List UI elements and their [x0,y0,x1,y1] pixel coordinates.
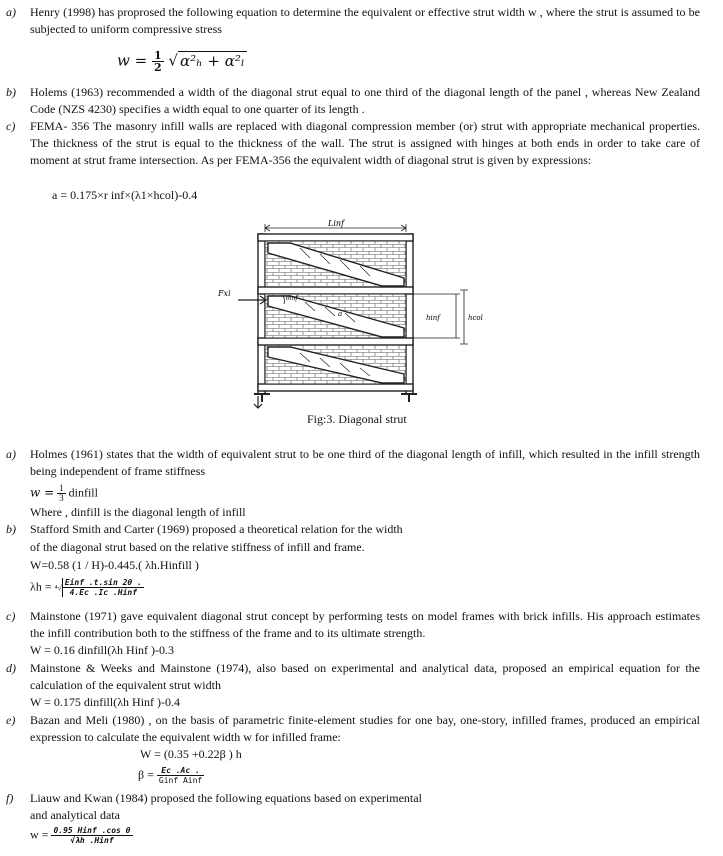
item-text: Henry (1998) has proprosed the following equation to determine the equivalent or effective strut width w , where the strut is assumed to be subjected to uniform compressive stress [30,5,700,36]
label-linf: Linf [328,219,344,228]
item-text: Bazan and Meli (1980) , on the basis of parametric finite-element studies for one bay, one-story, infilled frames, produced an empirical expression to calculate the equivalent width w for infilled frame: [30,713,700,744]
mainstone-formula: W = 0.16 dinfill(λh Hinf )-0.3 [30,643,175,657]
item-holmes [8,446,700,480]
item-text: Holems (1963) recommended a width of the diagonal strut equal to one third of the diagonal length of the panel , whereas New Zealand Code (NZS 4230) specifies a width equal to one quarter of its length . [30,85,700,116]
henry-formula [117,50,247,73]
stafford-text-2: of the diagonal strut based on the relative stiffness of infill and frame. [30,540,365,554]
item-label: c) [6,119,16,133]
stafford-formula-1: W=0.58 (1 / H)-0.445.( λh.Hinfill ) [30,558,199,572]
fema-formula: a = 0.175×r inf×(λ1×hcol)-0.4 [52,188,198,202]
item-label: e) [6,713,16,727]
diagonal-strut-figure [210,216,510,412]
liauw-text-2: and analytical data [30,808,120,822]
fraction-denominator: 3 [59,493,64,503]
item-label: a) [6,447,16,461]
formula-radicand: α²ₕ + α²ₗ [179,51,245,70]
item-label: c) [6,609,16,623]
fraction-denominator: 2 [153,61,162,74]
formula-lhs: w = [30,827,49,842]
formula-fraction [157,766,204,785]
support-right [401,394,417,402]
liauw-formula [30,826,133,845]
formula-lhs: β = [138,767,154,782]
fraction-numerator: Ec .Ac . [157,766,204,776]
item-text: Holmes (1961) states that the width of equivalent strut to be one third of the diagonal length of infill, which resulted in the infill strength being independent of frame stiffness [30,447,700,478]
label-theta: θinf [286,295,298,302]
fraction-denominator: 4.Ec .Ic .Hinf [69,588,138,597]
beam-3 [258,338,413,345]
left-column [258,234,265,394]
bazan-formula-2 [138,766,204,785]
formula-lhs: w = [117,51,148,70]
item-label: f) [6,791,14,805]
formula-fraction [51,826,132,845]
beam-bottom [258,384,413,391]
item-stafford [8,521,700,539]
force-arrow [238,296,266,304]
fraction-numerator: Einf .t.sin 2θ . [64,578,142,587]
label-fxi: Fxi [218,289,231,298]
item-henry [8,4,700,40]
item-label: a) [6,5,16,19]
holmes-formula [30,484,98,503]
item-bazan [8,712,700,746]
item-text: Mainstone & Weeks and Mainstone (1974), also based on experimental and analytical data, proposed an empirical equation for the calculation of the equivalent strut width [30,661,700,692]
item-liauw [8,790,700,808]
support-left [254,394,270,402]
beam-2 [258,287,413,294]
item-text: Stafford Smith and Carter (1969) proposed a theoretical relation for the width [30,522,403,536]
item-holems [8,84,700,118]
beam-top [258,234,413,241]
right-column [406,234,413,394]
formula-fraction [57,484,66,503]
dimension-hcol [460,290,468,344]
fraction-numerator: 1 [59,483,64,493]
label-a: a [338,310,343,318]
fraction-numerator: 0.95 Hinf .cos θ [53,826,131,835]
item-text: FEMA- 356 The masonry infill walls are replaced with diagonal compression member (or) strut with appropriate mechanical properties. The thickness of the strut is equal to the thickness of the wall. The strut is assigned with hinges at both ends in order to take care of moment at strut frame intersection. As per FEMA-356 the equivalent width of diagonal strut is given by expressions: [30,119,700,167]
formula-rhs: dinfill [68,485,98,500]
figure-caption: Fig:3. Diagonal strut [307,412,407,426]
item-mainstone-weeks [8,660,700,694]
holmes-where: Where , dinfill is the diagonal length of infill [30,505,246,519]
stafford-formula-2 [30,578,144,597]
fraction-numerator: 1 [153,49,162,62]
formula-lhs: λh = [30,579,52,594]
item-label: b) [6,85,16,99]
sqrt-symbol-icon: ⁴√ [54,583,62,593]
formula-fraction [62,578,144,597]
bazan-formula-1: W = (0.35 +0.22β ) h [140,747,242,761]
item-text: Mainstone (1971) gave equivalent diagonal strut concept by performing tests on model frames with brick infills. His approach estimates the infill contribution both to the stiffness of the frame and to its ultimate strength. [30,609,700,640]
fraction-denominator: √λh .Hinf [70,836,114,845]
item-label: d) [6,661,16,675]
label-hinf: hinf [426,314,440,322]
fraction-denominator: Ginf Ainf [158,776,203,785]
label-hcol: hcol [468,314,483,322]
item-label: b) [6,522,16,536]
formula-fraction [152,50,164,73]
item-mainstone [8,608,700,642]
mainstone-weeks-formula: W = 0.175 dinfill(λh Hinf )-0.4 [30,695,181,709]
formula-lhs: w = [30,485,55,500]
sqrt-symbol-icon: √ [168,51,178,70]
item-fema [8,118,700,188]
support-arrow-left [254,396,262,408]
item-text: Liauw and Kwan (1984) proposed the following equations based on experimental [30,791,422,805]
